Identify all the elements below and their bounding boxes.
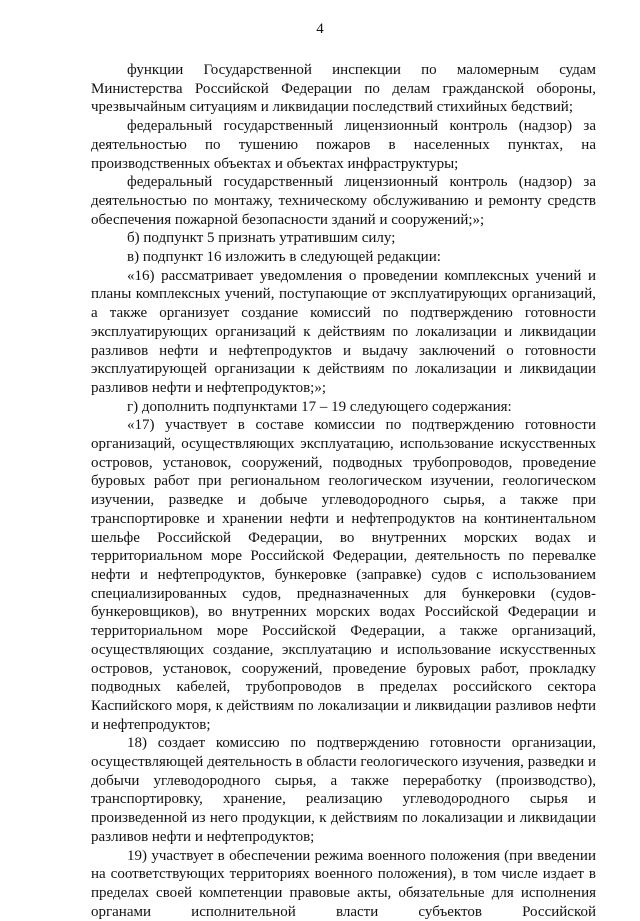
paragraph-subclause-g: г) дополнить подпунктами 17 – 19 следующего содержания: <box>127 398 512 415</box>
page-number: 4 <box>316 21 324 37</box>
paragraph-subclause-b: б) подпункт 5 признать утратившим силу; <box>127 230 396 247</box>
paragraph-item-18: 18) создает комиссию по подтверждению готовности организации, осуществляющей деятельность в области геологического изучения, разведки и добычи углеводородного сырья, а также переработку (производство), транспортировку, хранение, реализацию углеводородного сырья и произведенной из него продукции, к действиям по локализации и ликвидации разливов нефти и нефтепродуктов; <box>91 735 596 845</box>
paragraph-licensing-firefighting: федеральный государственный лицензионный контроль (надзор) за деятельностью по тушению пожаров в населенных пунктах, на производственных объектах и объектах инфраструктуры; <box>91 118 596 172</box>
paragraph-item-16: «16) рассматривает уведомления о проведении комплексных учений и планы комплексных учений, поступающие от эксплуатирующих организаций, а также организует создание комиссий по подтверждению готовности эксплуатирующих организаций к действиям по локализации и ликвидации разливов нефти и нефтепродуктов и выдачу заключений о готовности эксплуатирующей организации к действиям по локализации и ликвидации разливов нефти и нефтепродуктов;»; <box>91 267 596 396</box>
paragraph-fire-inspection-functions: функции Государственной инспекции по маломерным судам Министерства Российской Федерации по делам гражданской обороны, чрезвычайным ситуациям и ликвидации последствий стихийных бедствий; <box>91 62 596 116</box>
paragraph-item-19: 19) участвует в обеспечении режима военного положения (при введении на соответствующих территориях военного положения), в том числе издает в пределах своей компетенции правовые акты, обязательные для исполнения органами исполнительной власти субъектов Российской <box>91 847 596 920</box>
paragraph-subclause-v: в) подпункт 16 изложить в следующей редакции: <box>127 249 441 266</box>
paragraph-item-17: «17) участвует в составе комиссии по подтверждению готовности организаций, осуществляющих эксплуатацию, использование искусственных островов, установок, сооружений, подводных трубопроводов, проведение буровых работ при региональном геологическом изучении, геологическом изучении, разведке и добыче углеводородного сырья, а также при транспортировке и хранении нефти и нефтепродуктов на континентальном шельфе Российской Федерации, во внутренних морских водах и территориальном море Российской Федерации, деятельность по перевалке нефти и нефтепродуктов, бункеровке (заправке) судов с использованием специализированных судов, предназначенных для бункеровки (судов-бункеровщиков), во внутренних морских водах Российской Федерации и территориальном море Российской Федерации, а также организаций, осуществляющих создание, эксплуатацию и использование искусственных островов, установок, сооружений, проведение буровых работ, прокладку подводных кабелей, трубопроводов в пределах российского сектора Каспийского моря, к действиям по локализации и ликвидации разливов нефти и нефтепродуктов; <box>91 417 596 733</box>
paragraph-licensing-fire-safety-equipment: федеральный государственный лицензионный контроль (надзор) за деятельностью по монтажу, техническому обслуживанию и ремонту средств обеспечения пожарной безопасности зданий и сооружений;»; <box>91 174 596 228</box>
document-body <box>91 61 596 921</box>
